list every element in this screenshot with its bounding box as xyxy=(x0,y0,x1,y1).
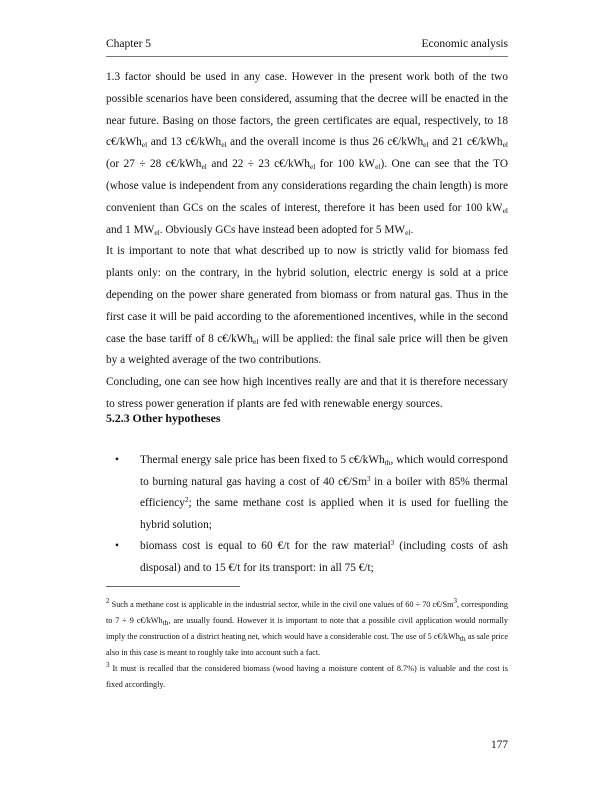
subscript: th xyxy=(459,634,466,643)
subscript: el xyxy=(502,205,508,215)
superscript: 3 xyxy=(366,474,371,483)
paragraph: It is important to note that what described up to now is strictly valid for biomass fed plants only: on the contrary, in the hybrid solution, electric energy is sold at a price depending on the power share generated from biomass or from natural gas. Thus in the first case it will be paid according to the aforementioned incentives, while in the second case the base tariff of 8 c€/kWh$_{el}$ will be applied: the final sale price will then be given by a weighted average of the two contributions. xyxy=(106,245,508,367)
page-header xyxy=(106,36,508,57)
subscript: el xyxy=(252,336,259,346)
superscript: 3 xyxy=(106,661,110,669)
subscript: el xyxy=(423,140,429,150)
subscript: el xyxy=(405,227,411,237)
list-item-text: Thermal energy sale price has been fixed to 5 c€/kWh$_{th}$, which would correspond to burning natural gas having a cost of 40 c€/Sm$^3$ in a boiler with 85% thermal efficiency$^2$; the same methane cost is applied when it is used for fuelling the hybrid solution; xyxy=(140,454,508,531)
subscript: el xyxy=(375,162,381,172)
bullet-icon: • xyxy=(115,454,119,466)
page-number: 177 xyxy=(491,739,508,751)
superscript: 3 xyxy=(453,597,457,605)
footnotes xyxy=(106,597,508,693)
subscript: el xyxy=(502,140,509,150)
subscript: el xyxy=(141,140,148,150)
list-item-text: biomass cost is equal to 60 €/t for the raw material$^3$ (including costs of ash disposal) and to 15 €/t for its transport: in all 75 €/t; xyxy=(140,539,508,574)
bullet-icon: • xyxy=(115,540,119,552)
superscript: 3 xyxy=(390,539,395,547)
section-heading: 5.2.3 Other hypotheses xyxy=(106,411,221,425)
list-item xyxy=(106,536,508,579)
footnote-2: $^2$ Such a methane cost is applicable in the industrial sector, while in the civil one values of 60 ÷ 70 c€/Sm$^3$, corresponding to 7 ÷ 9 c€/kWh$_{th}$, are usually found. However it is important to note that a possible civil application would normally imply the construction of a district heating net, which would have a considerable cost. The use of 5 c€/kWh$_{th}$ as sale price also in this case is meant to roughly take into account such a fact. xyxy=(106,597,508,657)
subscript: el xyxy=(309,162,316,172)
superscript: 2 xyxy=(184,496,189,504)
list-item xyxy=(106,450,508,536)
subscript: th xyxy=(162,618,169,627)
footnote-divider xyxy=(106,586,240,587)
paragraph: Concluding, one can see how high incentives really are and that it is therefore necessary to stress power generation if plants are fed with renewable energy sources. xyxy=(106,376,508,410)
subscript: el xyxy=(201,162,207,172)
subscript: el xyxy=(221,140,227,150)
section-label: Economic analysis xyxy=(421,38,508,50)
chapter-label: Chapter 5 xyxy=(106,38,152,50)
subscript: th xyxy=(384,458,391,467)
bullet-list xyxy=(106,450,508,579)
superscript: 2 xyxy=(106,597,110,605)
subscript: el xyxy=(154,227,160,237)
paragraph: 1.3 factor should be used in any case. However in the present work both of the two possible scenarios have been considered, assuming that the decree will be enacted in the near future. Basing on those factors, the green certificates are equal, respectively, to 18 c€/kWh$_{el}$ and 13 c€/kWh$_{el}$ and the overall income is thus 26 c€/kWh$_{el}$ and 21 c€/kWh$_{el}$ (or 27 ÷ 28 c€/kWh$_{el}$ and 22 ÷ 23 c€/kWh$_{el}$ for 100 $kW_{el}$). One can see that the TO (whose value is independent from any considerations regarding the chain length) is more convenient than GCs on the scales of interest, therefore it has been used for 100 $kW_{el}$ and 1 $MW_{el}$. Obviously GCs have instead been adopted for 5 $MW_{el}$. xyxy=(106,71,509,237)
footnote-3: $^3$ It must is recalled that the considered biomass (wood having a moisture content of 8.7%) is valuable and the cost is fixed accordingly. xyxy=(106,661,508,689)
body-text xyxy=(106,67,508,416)
